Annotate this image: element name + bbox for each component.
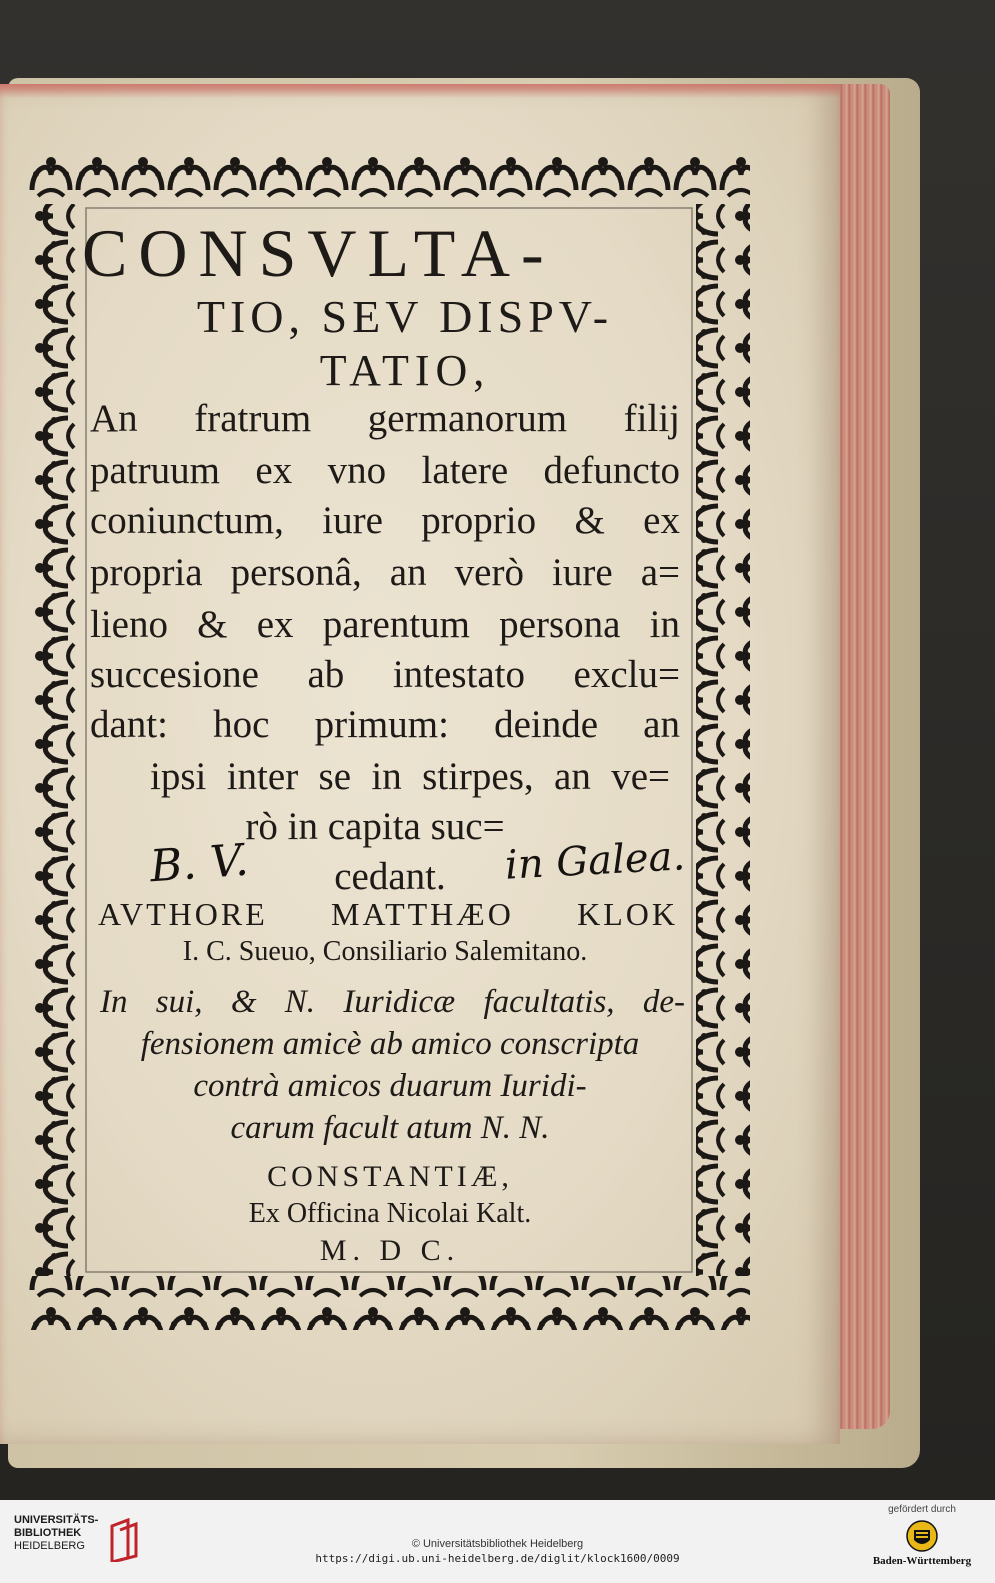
imprint-printer: Ex Officina Nicolai Kalt. (248, 1198, 532, 1229)
title-line-2: TIO, SEV DISPV- (196, 291, 614, 342)
body-line: lieno & ex parentum persona in (90, 603, 680, 646)
italic-line: carum facult atum N. N. (230, 1110, 550, 1146)
library-name-line-2: BIBLIOTHEK (14, 1527, 82, 1539)
library-name-line-1: UNIVERSITÄTS- (14, 1514, 99, 1526)
italic-line: In sui, & N. Iuridicæ facultatis, de- (100, 984, 685, 1020)
body-line: coniunctum, iure proprio & ex (90, 499, 680, 542)
body-line: succesione ab intestato exclu= (90, 653, 680, 696)
footer-bar (0, 1500, 995, 1583)
sponsor-block (867, 1504, 977, 1567)
body-line: patruum ex vno latere defuncto (90, 449, 680, 492)
copyright-text: © Universitätsbibliothek Heidelberg (411, 1538, 584, 1550)
title-line-1: CONSVLTA- (82, 215, 555, 291)
body-line: ipsi inter se in stirpes, an ve= (150, 755, 670, 798)
imprint-place: CONSTANTIÆ, (267, 1160, 513, 1193)
handwritten-note-left: B. V. (148, 834, 251, 893)
title-line-3: TATIO, (319, 346, 491, 395)
body-line: rò in capita suc= (245, 805, 505, 848)
author-affiliation: I. C. Sueuo, Consiliario Salemitano. (182, 936, 588, 967)
page-top-edge (0, 84, 840, 98)
sponsor-label: gefördert durch (888, 1504, 956, 1515)
author-line: AVTHORE MATTHÆO KLOK (98, 896, 678, 932)
imprint-year: M. D C. (319, 1234, 461, 1267)
body-line: An fratrum germanorum filij (90, 397, 680, 440)
sponsor-name: Baden-Württemberg (872, 1555, 972, 1567)
library-name-line-3: HEIDELBERG (14, 1540, 85, 1552)
page-url[interactable]: https://digi.ub.uni-heidelberg.de/diglit/klock1600/0009 (315, 1552, 680, 1565)
italic-line: contrà amicos duarum Iuridi- (193, 1068, 587, 1104)
body-line: dant: hoc primum: deinde an (90, 703, 680, 746)
handwritten-note-right: in Galea. (503, 833, 687, 889)
body-line: cedant. (334, 855, 446, 898)
state-crest-icon (905, 1519, 939, 1553)
italic-line: fensionem amicè ab amico conscripta (140, 1026, 640, 1062)
body-line: propria personâ, an verò iure a= (90, 551, 680, 594)
